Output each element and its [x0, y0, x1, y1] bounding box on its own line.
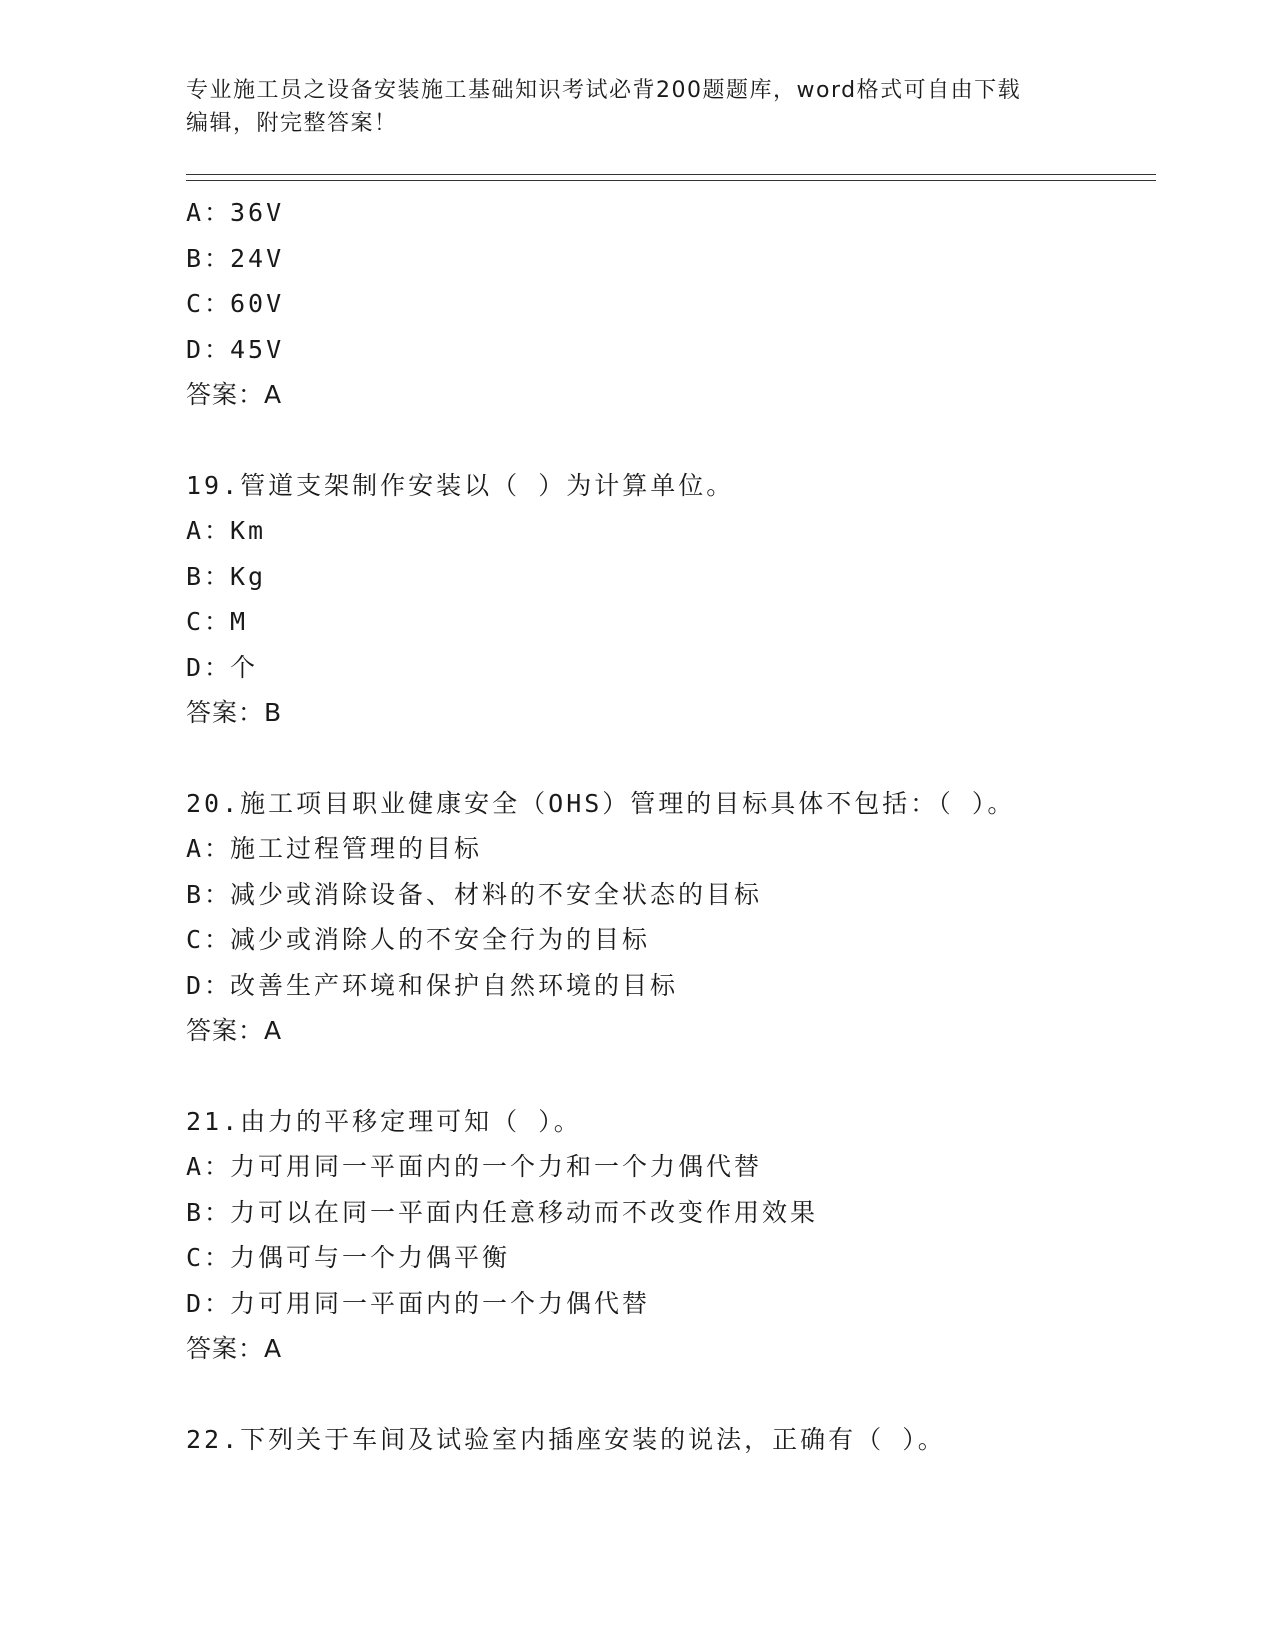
option-text: M: [230, 607, 249, 636]
answer-line: 答案：A: [186, 1016, 283, 1045]
option-label: A：: [186, 516, 233, 545]
question-22: [186, 1417, 1156, 1463]
header-line-1: 专业施工员之设备安装施工基础知识考试必背200题题库，word格式可自由下载: [186, 78, 1022, 103]
option-d: [186, 1281, 1156, 1327]
option-label: B：: [186, 879, 233, 909]
option-b: [186, 1190, 1156, 1236]
question-19: [186, 463, 1156, 736]
option-text: 力可用同一平面内的一个力偶代替: [230, 1288, 651, 1318]
option-text: Kg: [230, 561, 267, 591]
option-label: A：: [186, 198, 233, 227]
header-divider-top: [186, 174, 1156, 175]
option-c: [186, 1235, 1156, 1281]
option-text: 力可用同一平面内的一个力和一个力偶代替: [230, 1152, 763, 1181]
option-text: 力可以在同一平面内任意移动而不改变作用效果: [230, 1197, 819, 1227]
option-label: C：: [186, 289, 233, 318]
option-text: 施工过程管理的目标: [230, 834, 483, 863]
option-text: 力偶可与一个力偶平衡: [230, 1243, 511, 1272]
question-text: 20.施工项目职业健康安全（OHS）管理的目标具体不包括：（ ）。: [186, 788, 1016, 818]
option-label: B：: [186, 1197, 233, 1227]
option-label: C：: [186, 607, 233, 636]
header-divider-bottom: [186, 180, 1156, 181]
answer-line: 答案：A: [186, 380, 283, 409]
answer-line: 答案：B: [186, 698, 283, 727]
option-a: [186, 826, 1156, 872]
question-text: 19.管道支架制作安装以（ ）为计算单位。: [186, 470, 735, 500]
option-text: 36V: [230, 198, 285, 227]
option-label: A：: [186, 834, 233, 863]
option-label: C：: [186, 1243, 233, 1272]
option-label: D：: [186, 970, 233, 1000]
option-label: C：: [186, 925, 233, 954]
option-b: [186, 554, 1156, 600]
option-text: 个: [230, 652, 259, 682]
option-d: [186, 327, 1156, 373]
option-d: [186, 963, 1156, 1009]
question-20: [186, 781, 1156, 1054]
document-header: [186, 74, 1086, 140]
option-label: D：: [186, 652, 233, 682]
question-21: [186, 1099, 1156, 1372]
option-a: [186, 190, 1156, 236]
option-b: [186, 872, 1156, 918]
answer-line: 答案：A: [186, 1334, 283, 1363]
question-list: [186, 190, 1156, 1462]
question-18: [186, 190, 1156, 418]
option-label: B：: [186, 561, 233, 591]
header-line-2: 编辑，附完整答案！: [186, 111, 398, 136]
option-text: 减少或消除设备、材料的不安全状态的目标: [230, 879, 763, 909]
option-label: B：: [186, 243, 233, 273]
option-b: [186, 236, 1156, 282]
question-text: 21.由力的平移定理可知（ ）。: [186, 1106, 582, 1136]
option-text: Km: [230, 516, 267, 545]
option-d: [186, 645, 1156, 691]
option-text: 减少或消除人的不安全行为的目标: [230, 925, 651, 954]
option-label: D：: [186, 1288, 233, 1318]
option-a: [186, 1144, 1156, 1190]
option-label: D：: [186, 334, 233, 364]
option-text: 24V: [230, 243, 285, 273]
question-text: 22.下列关于车间及试验室内插座安装的说法，正确有（ ）。: [186, 1424, 946, 1454]
option-text: 60V: [230, 289, 285, 318]
option-c: [186, 281, 1156, 327]
option-c: [186, 917, 1156, 963]
option-text: 改善生产环境和保护自然环境的目标: [230, 970, 679, 1000]
option-label: A：: [186, 1152, 233, 1181]
option-c: [186, 599, 1156, 645]
option-text: 45V: [230, 334, 285, 364]
option-a: [186, 508, 1156, 554]
